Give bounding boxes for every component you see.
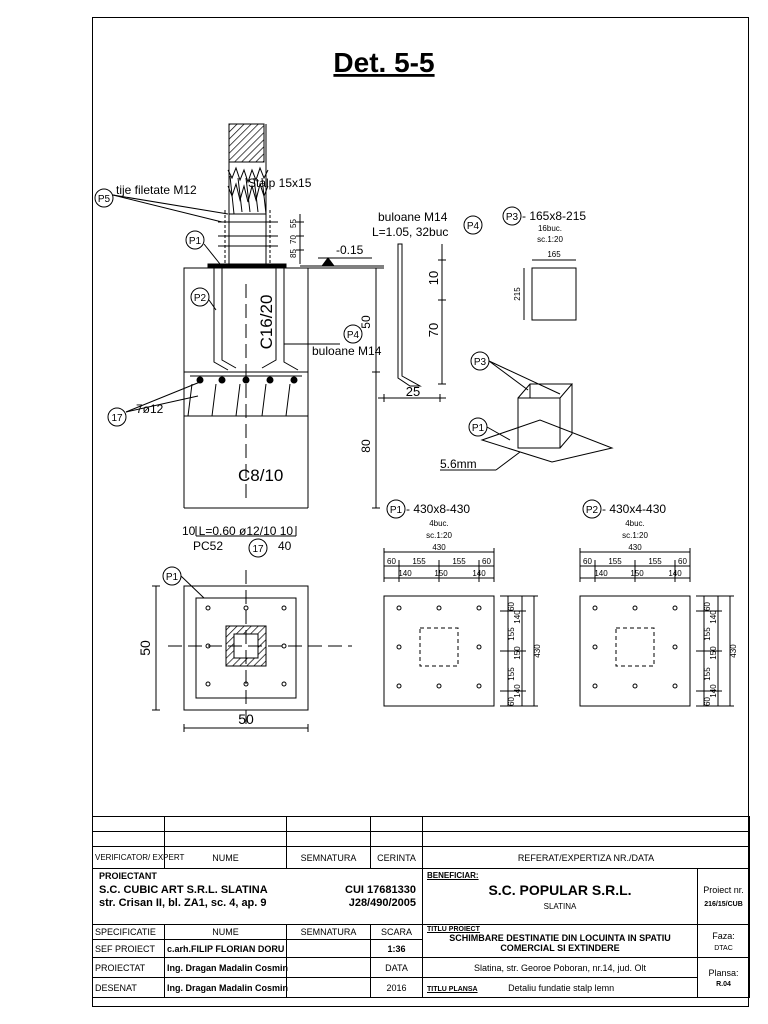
plate-overall-dim: 430 (432, 543, 446, 552)
proiect-nr: 216/15/CUB (704, 901, 743, 908)
titlu-plansa: Detaliu fundatie stalp lemn (508, 982, 615, 993)
post-label: Stalp 15x15 (248, 176, 312, 190)
scara-header: SCARA (371, 925, 423, 940)
dim-text: 155 (608, 557, 622, 566)
bolt-hole (673, 606, 677, 610)
tag-17: 17 (111, 413, 123, 424)
post-section (229, 124, 264, 162)
bolt-dim-10: 10 (426, 270, 441, 286)
plate-dim-85: 85 (289, 249, 298, 258)
plate-qty: 4buc. (625, 519, 645, 528)
bolt-tag: P4 (466, 221, 480, 232)
faza-cell (698, 925, 750, 958)
firm-registration: J28/490/2005 (348, 897, 416, 909)
faza-label: Faza: (712, 930, 735, 941)
plate-spec: - 430x8-430 (406, 502, 471, 516)
dim-text: 140 (709, 610, 718, 624)
bolt-dim-25: 25 (405, 384, 421, 399)
tag-p1: P1 (188, 236, 202, 247)
plate-scale: sc.1:20 (426, 531, 452, 540)
plate-qty: 4buc. (429, 519, 449, 528)
plate-outline (580, 596, 690, 706)
dim-text: 155 (452, 557, 466, 566)
p3-width: 165 (547, 250, 561, 259)
dim-text: 150 (513, 646, 522, 660)
proiectat-name: Ing. Dragan Madalin Cosmin (165, 958, 287, 978)
drawing-title: Det. 5-5 (333, 47, 435, 78)
proiect-nr-label: Proiect nr. (703, 885, 744, 895)
bolt-hole (593, 645, 597, 649)
year: 2016 (371, 978, 423, 998)
rebar-detail-dim: 40 (278, 539, 292, 553)
dim-text: 150 (434, 569, 448, 578)
title-block (92, 816, 750, 998)
desenat-label: DESENAT (93, 978, 165, 998)
plan-view (152, 567, 352, 732)
faza-value: DTAC (714, 944, 733, 952)
upper-concrete-label: C16/20 (257, 294, 276, 350)
titlu-plansa-label: TITLU PLANSA (427, 985, 478, 993)
dim-text: 155 (507, 667, 516, 681)
nume-header: NUME (165, 847, 287, 869)
dim-text: 60 (583, 557, 592, 566)
proiectat-label: PROIECTAT (93, 958, 165, 978)
bolt-hole (397, 684, 401, 688)
iso-tag-p3: P3 (473, 357, 487, 368)
lower-concrete-label: C8/10 (238, 466, 284, 485)
proiectant-label: PROIECTANT (99, 871, 157, 881)
dim-text: 430 (533, 644, 542, 658)
bolt-hole (397, 645, 401, 649)
plan-tag-p1: P1 (165, 572, 179, 583)
rebar-detail-label: PC52 (193, 539, 224, 553)
dim-text: 155 (703, 627, 712, 641)
bolt-hole (477, 606, 481, 610)
bolt-hole (397, 606, 401, 610)
dim-text: 60 (482, 557, 491, 566)
plate-scale: sc.1:20 (622, 531, 648, 540)
p3-tag: P3 (505, 212, 519, 223)
plate-dim-55: 55 (289, 219, 298, 228)
bolt-label: buloane M14 (378, 210, 448, 224)
sef-proiect-label: SEF PROIECT (93, 940, 165, 958)
beneficiary-cell (423, 869, 698, 925)
dim-50-label: 50 (359, 315, 373, 329)
plate-tag: P2 (585, 505, 599, 516)
dim-80-label: 80 (359, 439, 373, 453)
referat-header: REFERAT/EXPERTIZA NR./DATA (423, 847, 750, 869)
bolt-hole (633, 684, 637, 688)
bolt-hole (437, 606, 441, 610)
dim-text: 60 (507, 602, 516, 611)
titlu-proiect-label: TITLU PROIECT (427, 926, 480, 933)
dim-text: 140 (513, 684, 522, 698)
bolt-hole (477, 684, 481, 688)
desenat-name: Ing. Dragan Madalin Cosmin (165, 978, 287, 998)
dim-text: 60 (507, 697, 516, 706)
bolt-hole (593, 684, 597, 688)
isometric-detail (440, 352, 612, 470)
tag-p2: P2 (193, 293, 207, 304)
beneficiar-name: S.C. POPULAR S.R.L. (488, 882, 632, 898)
dim-text: 140 (398, 569, 412, 578)
bolt-hole (437, 684, 441, 688)
sheet-title-cell (423, 978, 698, 998)
dim-text: 155 (507, 627, 516, 641)
post-footprint (616, 628, 654, 666)
bolts-label: buloane M14 (312, 344, 382, 358)
semnatura-header-2: SEMNATURA (287, 925, 371, 940)
bolt-hole (673, 684, 677, 688)
scale-value: 1:36 (371, 940, 423, 958)
beneficiar-city: SLATINA (543, 902, 577, 911)
plate-dim-70: 70 (289, 235, 298, 244)
data-label: DATA (371, 958, 423, 978)
plate-tag: P1 (389, 505, 403, 516)
dim-text: 60 (703, 697, 712, 706)
p3-spec: - 165x8-215 (522, 209, 587, 223)
p3-height: 215 (513, 287, 522, 301)
location: Slatina, str. Georoe Poboran, nr.14, jud. Olt (423, 958, 698, 978)
iso-thickness: 5.6mm (440, 457, 477, 471)
firm-address: str. Crisan II, bl. ZA1, sc. 4, ap. 9 (99, 897, 267, 909)
project-number-cell (698, 869, 750, 925)
bolt-detail (378, 216, 482, 402)
plansa-label: Plansa: (708, 967, 739, 978)
dim-text: 60 (678, 557, 687, 566)
plate-outline (384, 596, 494, 706)
titlu-proiect: SCHIMBARE DESTINATIE DIN LOCUINTA IN SPATIU COMERCIAL SI EXTINDERE (449, 933, 671, 953)
rebar-detail-mark: 17 (252, 544, 264, 555)
rebar-label: 7ø12 (136, 402, 164, 416)
p3-scale: sc.1:20 (537, 235, 563, 244)
plate-p2-detail (580, 500, 738, 706)
tag-p4: P4 (346, 330, 360, 341)
verificator-label: VERIFICATOR/ EXPERT (93, 847, 165, 869)
dim-text: 140 (668, 569, 682, 578)
dim-text: 155 (648, 557, 662, 566)
bolt-dim-70: 70 (426, 322, 441, 338)
plate-spec: - 430x4-430 (602, 502, 667, 516)
bolt-hole (477, 645, 481, 649)
nume-header-2: NUME (165, 925, 287, 940)
dim-text: 430 (729, 644, 738, 658)
specificatie-label: SPECIFICATIE (93, 925, 165, 940)
rebar-length-label: 10 L=0.60 ø12/10 10 (182, 524, 294, 538)
plate-p2 (208, 264, 286, 268)
plate-overall-dim: 430 (628, 543, 642, 552)
bolt-hole (633, 606, 637, 610)
dim-text: 140 (513, 610, 522, 624)
bolt-length: L=1.05, 32buc (372, 225, 449, 239)
firm-name: S.C. CUBIC ART S.R.L. SLATINA (99, 884, 268, 896)
post-footprint (420, 628, 458, 666)
dim-text: 60 (387, 557, 396, 566)
p3-qty: 16buc. (537, 224, 563, 233)
sef-proiect-name: c.arh.FILIP FLORIAN DORU (165, 940, 287, 958)
plan-height: 50 (137, 640, 153, 656)
dim-text: 140 (594, 569, 608, 578)
dim-text: 155 (412, 557, 426, 566)
semnatura-header: SEMNATURA (287, 847, 371, 869)
dim-text: 155 (703, 667, 712, 681)
plate-p1-detail (384, 500, 542, 706)
iso-tag-p1: P1 (471, 423, 485, 434)
level-label: -0.15 (336, 243, 364, 257)
rods-label: tije filetate M12 (116, 183, 197, 197)
plansa-value: R.04 (716, 980, 731, 988)
dim-text: 140 (472, 569, 486, 578)
beneficiar-label: BENEFICIAR: (427, 871, 479, 880)
designer-cell (93, 869, 423, 925)
tag-p5: P5 (97, 194, 111, 205)
cerinta-header: CERINTA (371, 847, 423, 869)
dim-text: 140 (709, 684, 718, 698)
dim-text: 150 (630, 569, 644, 578)
bolt-hole (593, 606, 597, 610)
bolt-hole (673, 645, 677, 649)
dim-text: 150 (709, 646, 718, 660)
firm-cui: CUI 17681330 (345, 884, 416, 896)
plansa-cell (698, 958, 750, 998)
dim-text: 60 (703, 602, 712, 611)
project-title-cell (423, 925, 698, 958)
plan-width: 50 (238, 711, 254, 727)
